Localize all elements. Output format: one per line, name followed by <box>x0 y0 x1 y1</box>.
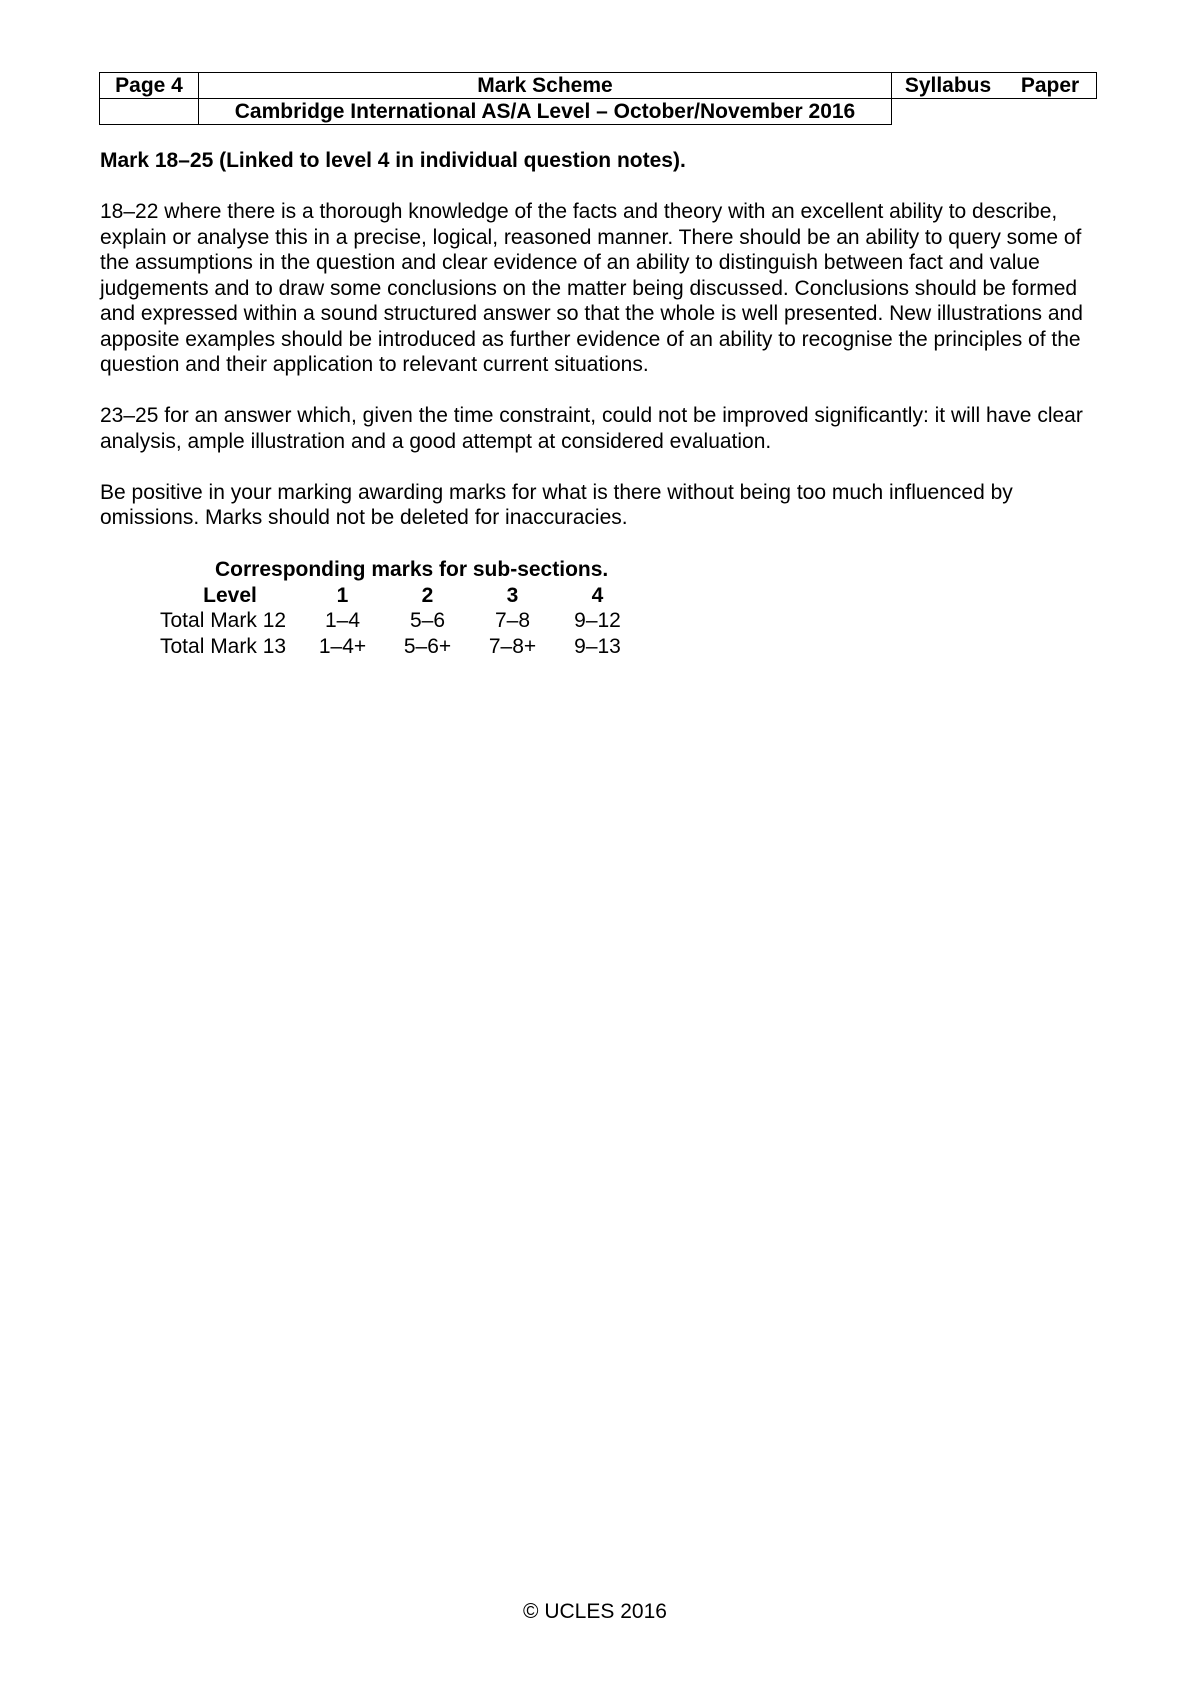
section-heading: Mark 18–25 (Linked to level 4 in individual question notes). <box>100 149 686 172</box>
table-cell: 1–4+ <box>318 634 367 658</box>
paper-value-cell <box>1004 99 1097 125</box>
syllabus-value-cell <box>892 99 1005 125</box>
marks-table-title: Corresponding marks for sub-sections. <box>215 558 609 581</box>
marks-subsection-block <box>160 557 640 659</box>
table-cell: 1–4 <box>324 609 361 632</box>
level-header: 2 <box>421 583 434 607</box>
table-cell: 7–8+ <box>488 634 537 658</box>
header-row-bottom <box>100 99 1097 125</box>
paragraph-18-22: 18–22 where there is a thorough knowledge of the facts and theory with an excellent ability to describe, explain or analyse this in a precise, logical, reasoned manner. There should be an ability to query some of the assumptions in the question and clear evidence of an ability to distinguish between fact and value judgements and to draw some conclusions on the matter being discussed. Conclusions should be formed and expressed within a sound structured answer so that the whole is well presented. New illustrations and apposite examples should be introduced as further evidence of an ability to recognise the principles of the question and their application to relevant current situations. <box>100 200 1083 376</box>
table-cell: 7–8 <box>494 609 531 632</box>
table-cell: 5–6 <box>409 609 446 632</box>
syllabus-label: Syllabus <box>892 73 1005 99</box>
copyright-footer: © UCLES 2016 <box>523 1600 667 1623</box>
level-header: 4 <box>591 583 604 607</box>
paper-label: Paper <box>1004 73 1097 99</box>
document-title: Mark Scheme <box>199 73 892 99</box>
table-cell: 9–12 <box>574 609 621 632</box>
header-row-top <box>100 73 1097 99</box>
document-subtitle: Cambridge International AS/A Level – October/November 2016 <box>199 99 892 125</box>
level-header: 1 <box>336 583 349 607</box>
paragraph-23-25: 23–25 for an answer which, given the time constraint, could not be improved significantly: it will have clear analysis, ample illustration and a good attempt at considered evaluation. <box>100 404 1083 453</box>
header-table <box>99 72 1097 125</box>
page-number: Page 4 <box>100 73 199 99</box>
marks-table-header-row <box>160 583 640 609</box>
paragraph-marking-guidance: Be positive in your marking awarding marks for what is there without being too much influenced by omissions. Marks should not be deleted for inaccuracies. <box>100 480 1013 529</box>
table-cell: 5–6+ <box>403 634 452 658</box>
level-label: Level <box>203 583 257 607</box>
marks-table <box>160 583 640 660</box>
level-header: 3 <box>506 583 519 607</box>
body-content <box>100 148 1100 556</box>
table-row <box>160 634 640 660</box>
table-row <box>160 608 640 634</box>
table-cell: 9–13 <box>574 634 621 658</box>
row-label: Total Mark 13 <box>160 634 287 658</box>
page-number-blank-cell <box>100 99 199 125</box>
row-label: Total Mark 12 <box>160 609 287 632</box>
